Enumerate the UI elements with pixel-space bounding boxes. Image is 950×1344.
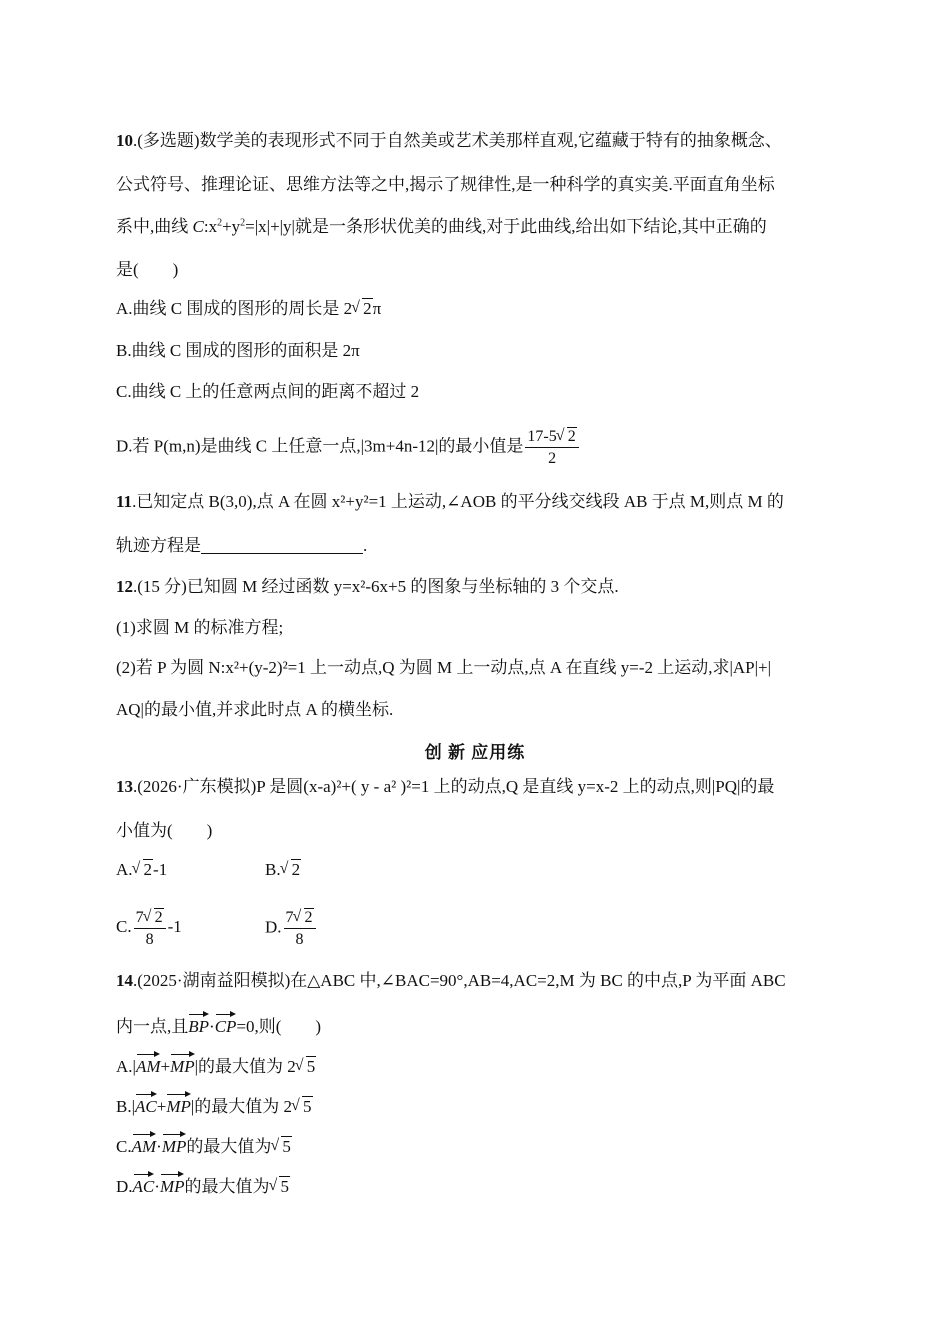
q13-line-2: 小值为( ): [116, 821, 213, 840]
q13-number: 13: [116, 777, 133, 796]
q10-option-c: C.曲线 C 上的任意两点间的距离不超过 2: [116, 382, 420, 401]
q13-option-c: C. $\frac{7√ 2}{8}$ -1: [116, 917, 182, 936]
q11-line-1: 11.已知定点 B(3,0),点 A 在圆 x²+y²=1 上运动,∠AOB 的平分线交线段 AB 于点 M,则点 M 的: [116, 492, 784, 511]
sqrt-symbol: √ 2: [352, 297, 373, 321]
q14-option-b: B.|AC+MP|的最大值为 2√ 5: [116, 1091, 313, 1119]
q14-option-a: A.|AM+MP|的最大值为 2√ 5: [116, 1051, 316, 1079]
q12-part-2-cont: AQ|的最小值,并求此时点 A 的横坐标.: [116, 700, 394, 719]
vector-cp: CP: [215, 1011, 237, 1039]
vector-bp: BP: [188, 1011, 209, 1039]
q12-number: 12: [116, 577, 133, 596]
q14-line-2: 内一点,且BP·CP=0,则( ): [116, 1011, 321, 1039]
q13-line-1: 13.(2026·广东模拟)P 是圆(x-a)²+( y - a² )²=1 上的动点,Q 是直线 y=x-2 上的动点,则|PQ|的最: [116, 777, 775, 796]
q10-option-b: B.曲线 C 围成的图形的面积是 2π: [116, 341, 360, 360]
q13-option-b: B.√ 2: [265, 858, 301, 882]
q12-part-2: (2)若 P 为圆 N:x²+(y-2)²=1 上一动点,Q 为圆 M 上一动点,点 A 在直线 y=-2 上运动,求|AP|+|: [116, 658, 772, 677]
q11-line-2: 轨迹方程是 .: [116, 536, 368, 555]
q14-number: 14: [116, 971, 133, 990]
q10-line-4: 是( ): [116, 260, 179, 279]
q10-option-d: D.若 P(m,n)是曲线 C 上任意一点,|3m+4n-12|的最小值是 $\frac{17-5√ 2}{2}$: [116, 426, 581, 469]
q10-line-2: 公式符号、推理论证、思维方法等之中,揭示了规律性,是一种科学的真实美.平面直角坐标: [116, 175, 775, 194]
q13-options-ab: [116, 858, 301, 882]
answer-blank[interactable]: [201, 535, 363, 554]
q12-line-1: 12.(15 分)已知圆 M 经过函数 y=x²-6x+5 的图象与坐标轴的 3 个交点.: [116, 577, 619, 596]
q13-option-d: D. $\frac{7√ 2}{8}$: [265, 907, 318, 950]
section-heading: 创 新 应用练: [424, 743, 526, 762]
fraction: $\frac{17-5√ 2}{2}$: [525, 426, 578, 469]
q10-line-3: 系中,曲线 $C:x^2+y^2=|x|+|y|$就是一条形状优美的曲线,对于此曲线,给出如下结论,其中正确的: [116, 217, 767, 236]
q11-number: 11: [116, 492, 133, 511]
q10-line-1: 10.(多选题)数学美的表现形式不同于自然美或艺术美那样直观,它蕴藏于特有的抽象概念、: [116, 131, 782, 150]
q10-option-a: A.曲线 C 围成的图形的周长是 2√ 2π: [116, 297, 381, 321]
q13-option-a: A.√ 2-1: [116, 860, 167, 879]
q12-part-1: (1)求圆 M 的标准方程;: [116, 618, 284, 637]
q14-option-c: C.AM·MP的最大值为√ 5: [116, 1131, 292, 1159]
q14-option-d: D.AC·MP的最大值为√ 5: [116, 1171, 290, 1199]
q10-number: 10: [116, 131, 133, 150]
q14-line-1: 14.(2025·湖南益阳模拟)在△ABC 中,∠BAC=90°,AB=4,AC=2,M 为 BC 的中点,P 为平面 ABC: [116, 971, 786, 990]
q13-options-cd: [116, 907, 313, 950]
